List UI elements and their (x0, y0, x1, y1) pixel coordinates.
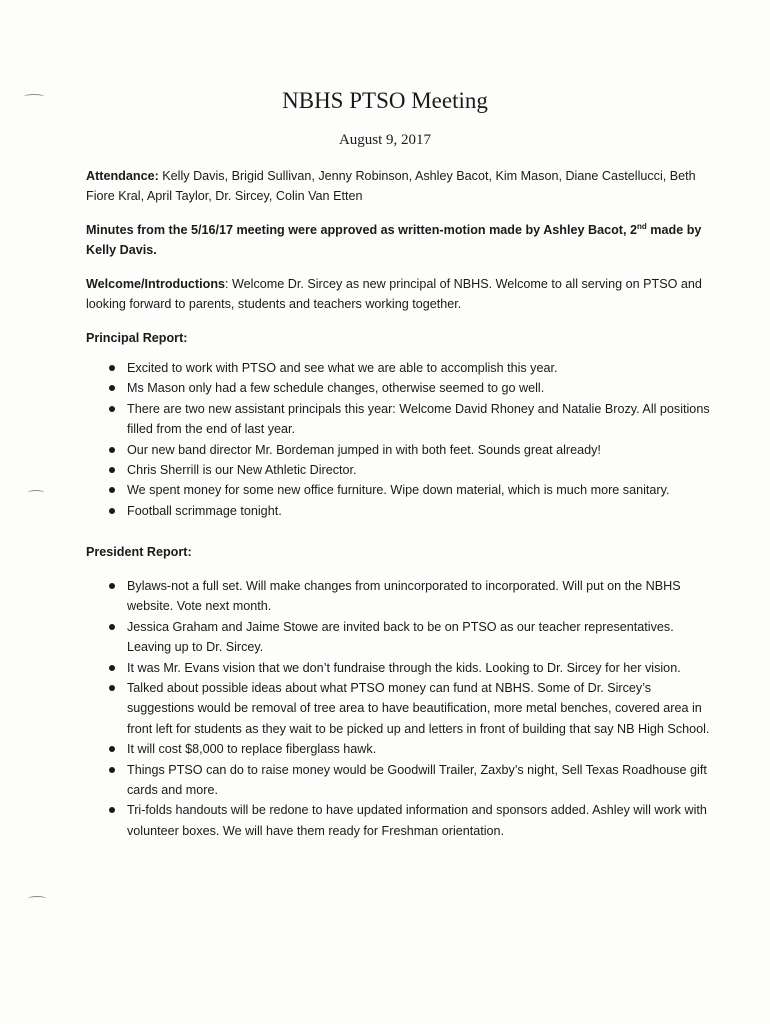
attendance-label: Attendance: (86, 169, 159, 183)
list-item: We spent money for some new office furniture. Wipe down material, which is much more sanitary. (107, 480, 717, 500)
welcome-label: Welcome/Introductions (86, 277, 226, 291)
president-report-list (107, 576, 717, 841)
scan-mark (28, 490, 44, 495)
list-item: Tri-folds handouts will be redone to have updated information and sponsors added. Ashley will work with volunteer boxes. We will have them ready for Freshman orientation. (107, 800, 717, 841)
principal-report-list (107, 358, 717, 521)
list-item: There are two new assistant principals this year: Welcome David Rhoney and Natalie Brozy. All positions filled from the end of last year. (107, 399, 717, 440)
attendance-names: Kelly Davis, Brigid Sullivan, Jenny Robinson, Ashley Bacot, Kim Mason, Diane Castellucci, Beth Fiore Kral, April Taylor, Dr. Sircey, Colin Van Etten (86, 169, 696, 204)
list-item: Things PTSO can do to raise money would be Goodwill Trailer, Zaxby’s night, Sell Texas Roadhouse gift cards and more. (107, 760, 717, 801)
meeting-date: August 9, 2017 (338, 132, 432, 148)
list-item: It was Mr. Evans vision that we don’t fundraise through the kids. Looking to Dr. Sircey for her vision. (107, 658, 717, 678)
list-item: Talked about possible ideas about what PTSO money can fund at NBHS. Some of Dr. Sircey’s suggestions would be removal of tree area to have beautification, more metal benches, covered area in front left for students as they wait to be picked up and letters in front of building that say NB High School. (107, 678, 717, 739)
welcome-paragraph (86, 274, 716, 315)
principal-report-heading: Principal Report: (86, 331, 188, 345)
minutes-paragraph (86, 220, 716, 261)
document-title: NBHS PTSO Meeting (282, 88, 488, 113)
welcome-text: : Welcome Dr. Sircey as new principal of NBHS. Welcome to all serving on PTSO and looking forward to parents, students and teachers working together. (86, 277, 702, 312)
minutes-text-end: made by Kelly Davis. (86, 223, 702, 258)
minutes-superscript: nd (637, 221, 647, 231)
list-item: Bylaws-not a full set. Will make changes from unincorporated to incorporated. Will put on the NBHS website. Vote next month. (107, 576, 717, 617)
scan-mark (28, 896, 46, 901)
list-item: Ms Mason only had a few schedule changes, otherwise seemed to go well. (107, 378, 717, 398)
list-item: Jessica Graham and Jaime Stowe are invited back to be on PTSO as our teacher representatives. Leaving up to Dr. Sircey. (107, 617, 717, 658)
list-item: Football scrimmage tonight. (107, 501, 717, 521)
attendance-paragraph (86, 166, 716, 207)
list-item: It will cost $8,000 to replace fiberglass hawk. (107, 739, 717, 759)
list-item: Our new band director Mr. Bordeman jumped in with both feet. Sounds great already! (107, 440, 717, 460)
president-report-heading: President Report: (86, 545, 192, 559)
list-item: Excited to work with PTSO and see what we are able to accomplish this year. (107, 358, 717, 378)
list-item: Chris Sherrill is our New Athletic Director. (107, 460, 717, 480)
minutes-text: Minutes from the 5/16/17 meeting were approved as written-motion made by Ashley Bacot, 2 (86, 223, 638, 237)
